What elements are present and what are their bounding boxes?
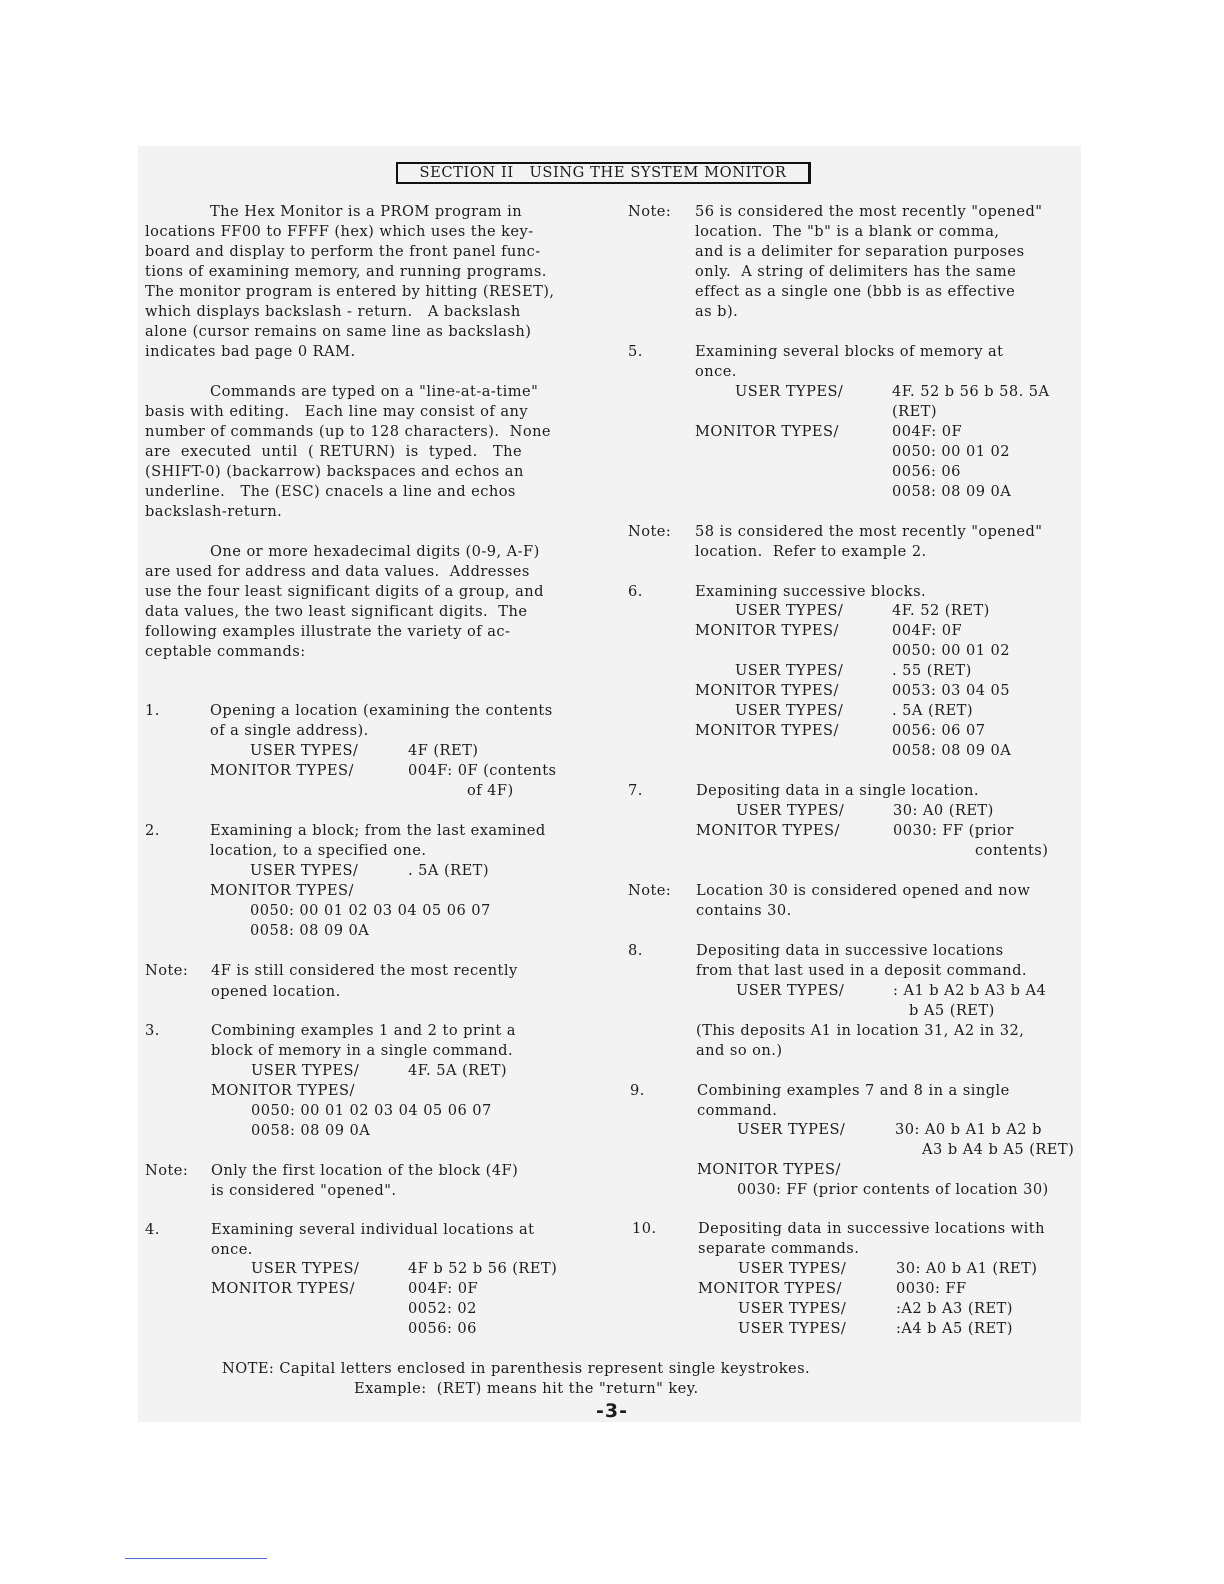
page-number: -3- (596, 1400, 628, 1422)
text-line: USER TYPES/ (735, 702, 844, 719)
text-line: :A4 b A5 (RET) (896, 1320, 1013, 1337)
text-line: 0056: 06 07 (892, 722, 986, 739)
text-line: MONITOR TYPES/ (695, 622, 839, 639)
text-line: USER TYPES/ (250, 862, 359, 879)
text-line: 9. (630, 1082, 645, 1099)
text-line: 10. (632, 1220, 657, 1237)
text-line: MONITOR TYPES/ (210, 762, 354, 779)
text-line: Examining several blocks of memory at (695, 343, 1004, 360)
text-line: (RET) (892, 403, 938, 420)
text-line: Note: (628, 882, 672, 899)
text-line: 0050: 00 01 02 03 04 05 06 07 (251, 1102, 492, 1119)
text-line: 5. (628, 343, 643, 360)
footer-line: NOTE: Capital letters enclosed in parenthesis represent single keystrokes. (222, 1360, 811, 1377)
text-line: MONITOR TYPES/ (697, 1161, 841, 1178)
text-line: Note: (145, 1162, 189, 1179)
text-line: USER TYPES/ (735, 662, 844, 679)
text-line: The Hex Monitor is a PROM program in (210, 203, 523, 220)
text-line: . 5A (RET) (892, 702, 974, 719)
text-line: USER TYPES/ (738, 1300, 847, 1317)
text-line: and is a delimiter for separation purposes (695, 243, 1025, 260)
text-line: of a single address). (210, 722, 369, 739)
text-line: 0030: FF (prior contents of location 30) (737, 1181, 1049, 1198)
text-line: Commands are typed on a "line-at-a-time" (210, 383, 539, 400)
text-line: 4F. 52 (RET) (892, 602, 990, 619)
text-line: locations FF00 to FFFF (hex) which uses the key- (145, 223, 534, 240)
text-line: 4. (145, 1221, 160, 1238)
text-line: 004F: 0F (408, 1280, 479, 1297)
text-line: MONITOR TYPES/ (695, 682, 839, 699)
text-line: MONITOR TYPES/ (211, 1082, 355, 1099)
text-line: following examples illustrate the variety of ac- (145, 623, 511, 640)
text-line: tions of examining memory, and running programs. (145, 263, 547, 280)
text-line: MONITOR TYPES/ (211, 1280, 355, 1297)
text-line: One or more hexadecimal digits (0-9, A-F) (210, 543, 540, 560)
text-line: location. The "b" is a blank or comma, (695, 223, 1000, 240)
text-line: 3. (145, 1022, 160, 1039)
text-line: A3 b A4 b A5 (RET) (922, 1141, 1075, 1158)
footer-line: Example: (RET) means hit the "return" key. (354, 1380, 699, 1397)
text-line: Depositing data in a single location. (696, 782, 980, 799)
text-line: 4F b 52 b 56 (RET) (408, 1260, 558, 1277)
text-line: 1. (145, 702, 160, 719)
text-line: 30: A0 b A1 (RET) (896, 1260, 1038, 1277)
text-line: USER TYPES/ (735, 383, 844, 400)
text-line: 0052: 02 (408, 1300, 477, 1317)
text-line: 004F: 0F (contents (408, 762, 557, 779)
text-line: Depositing data in successive locations with (698, 1220, 1045, 1237)
text-line: 0050: 00 01 02 (892, 443, 1010, 460)
text-line: 0050: 00 01 02 03 04 05 06 07 (250, 902, 491, 919)
text-line: board and display to perform the front panel func- (145, 243, 541, 260)
text-line: 56 is considered the most recently "opened" (695, 203, 1043, 220)
text-line: . 55 (RET) (892, 662, 972, 679)
text-line: b A5 (RET) (909, 1002, 995, 1019)
text-line: 0056: 06 (892, 463, 961, 480)
text-line: Note: (628, 523, 672, 540)
text-line: are executed until ( RETURN) is typed. The (145, 443, 523, 460)
text-line: only. A string of delimiters has the same (695, 263, 1017, 280)
text-line: 4F (RET) (408, 742, 479, 759)
text-line: : A1 b A2 b A3 b A4 (893, 982, 1047, 999)
text-line: USER TYPES/ (737, 1121, 846, 1138)
text-line: location, to a specified one. (210, 842, 427, 859)
text-line: indicates bad page 0 RAM. (145, 343, 356, 360)
text-line: backslash-return. (145, 503, 283, 520)
text-line: basis with editing. Each line may consist of any (145, 403, 529, 420)
text-line: USER TYPES/ (736, 982, 845, 999)
text-line: 0058: 08 09 0A (250, 922, 370, 939)
text-line: :A2 b A3 (RET) (896, 1300, 1013, 1317)
text-line: 7. (628, 782, 643, 799)
text-line: 004F: 0F (892, 423, 963, 440)
text-line: Location 30 is considered opened and now (696, 882, 1031, 899)
text-line: 0058: 08 09 0A (251, 1122, 371, 1139)
text-line: Depositing data in successive locations (696, 942, 1004, 959)
text-line: Opening a location (examining the contents (210, 702, 553, 719)
text-line: use the four least significant digits of a group, and (145, 583, 544, 600)
text-line: MONITOR TYPES/ (210, 882, 354, 899)
text-line: as b). (695, 303, 739, 320)
text-line: which displays backslash - return. A backslash (145, 303, 521, 320)
text-line: contains 30. (696, 902, 792, 919)
text-line: (SHIFT-0) (backarrow) backspaces and echos an (145, 463, 524, 480)
text-line: 004F: 0F (892, 622, 963, 639)
text-line: Only the first location of the block (4F) (211, 1162, 519, 1179)
text-line: 0056: 06 (408, 1320, 477, 1337)
text-line: MONITOR TYPES/ (695, 423, 839, 440)
text-line: 4F. 52 b 56 b 58. 5A (892, 383, 1050, 400)
text-line: once. (211, 1241, 253, 1258)
text-line: 30: A0 (RET) (893, 802, 994, 819)
text-line: separate commands. (698, 1240, 860, 1257)
text-line: 6. (628, 583, 643, 600)
text-line: underline. The (ESC) cnacels a line and echos (145, 483, 516, 500)
text-line: Examining a block; from the last examined (210, 822, 546, 839)
text-line: number of commands (up to 128 characters). None (145, 423, 552, 440)
text-line: 2. (145, 822, 160, 839)
text-line: USER TYPES/ (738, 1320, 847, 1337)
text-line: USER TYPES/ (736, 802, 845, 819)
text-line: data values, the two least significant digits. The (145, 603, 528, 620)
text-line: USER TYPES/ (250, 742, 359, 759)
text-line: USER TYPES/ (251, 1260, 360, 1277)
text-line: 0030: FF (prior (893, 822, 1014, 839)
text-line: 4F is still considered the most recently (211, 962, 518, 979)
text-line: of 4F) (467, 782, 514, 799)
text-line: location. Refer to example 2. (695, 543, 927, 560)
text-line: once. (695, 363, 737, 380)
text-line: MONITOR TYPES/ (698, 1280, 842, 1297)
text-line: . 5A (RET) (408, 862, 490, 879)
text-line: are used for address and data values. Addresses (145, 563, 530, 580)
text-line: MONITOR TYPES/ (695, 722, 839, 739)
text-line: from that last used in a deposit command. (696, 962, 1027, 979)
text-line: Combining examples 7 and 8 in a single (697, 1082, 1010, 1099)
text-line: 0058: 08 09 0A (892, 742, 1012, 759)
text-line: MONITOR TYPES/ (696, 822, 840, 839)
text-line: Combining examples 1 and 2 to print a (211, 1022, 516, 1039)
text-line: 8. (628, 942, 643, 959)
text-line: Note: (145, 962, 189, 979)
text-line: USER TYPES/ (735, 602, 844, 619)
text-line: 0030: FF (896, 1280, 967, 1297)
text-line: block of memory in a single command. (211, 1042, 514, 1059)
text-line: 4F. 5A (RET) (408, 1062, 508, 1079)
text-line: and so on.) (696, 1042, 783, 1059)
text-line: ceptable commands: (145, 643, 306, 660)
footnote-rule (125, 1558, 267, 1559)
text-line: USER TYPES/ (251, 1062, 360, 1079)
text-line: 58 is considered the most recently "opened" (695, 523, 1043, 540)
text-line: USER TYPES/ (738, 1260, 847, 1277)
text-line: The monitor program is entered by hitting (RESET), (145, 283, 555, 300)
text-line: contents) (975, 842, 1049, 859)
text-line: command. (697, 1102, 778, 1119)
section-heading: SECTION II USING THE SYSTEM MONITOR (396, 162, 811, 184)
text-line: 0058: 08 09 0A (892, 483, 1012, 500)
text-line: effect as a single one (bbb is as effective (695, 283, 1016, 300)
text-line: opened location. (211, 983, 341, 1000)
text-line: 0053: 03 04 05 (892, 682, 1010, 699)
text-line: (This deposits A1 in location 31, A2 in 32, (696, 1022, 1025, 1039)
text-line: Examining successive blocks. (695, 583, 927, 600)
text-line: Examining several individual locations at (211, 1221, 535, 1238)
text-line: is considered "opened". (211, 1182, 397, 1199)
text-line: 30: A0 b A1 b A2 b (895, 1121, 1042, 1138)
text-line: Note: (628, 203, 672, 220)
text-line: alone (cursor remains on same line as backslash) (145, 323, 532, 340)
text-line: 0050: 00 01 02 (892, 642, 1010, 659)
